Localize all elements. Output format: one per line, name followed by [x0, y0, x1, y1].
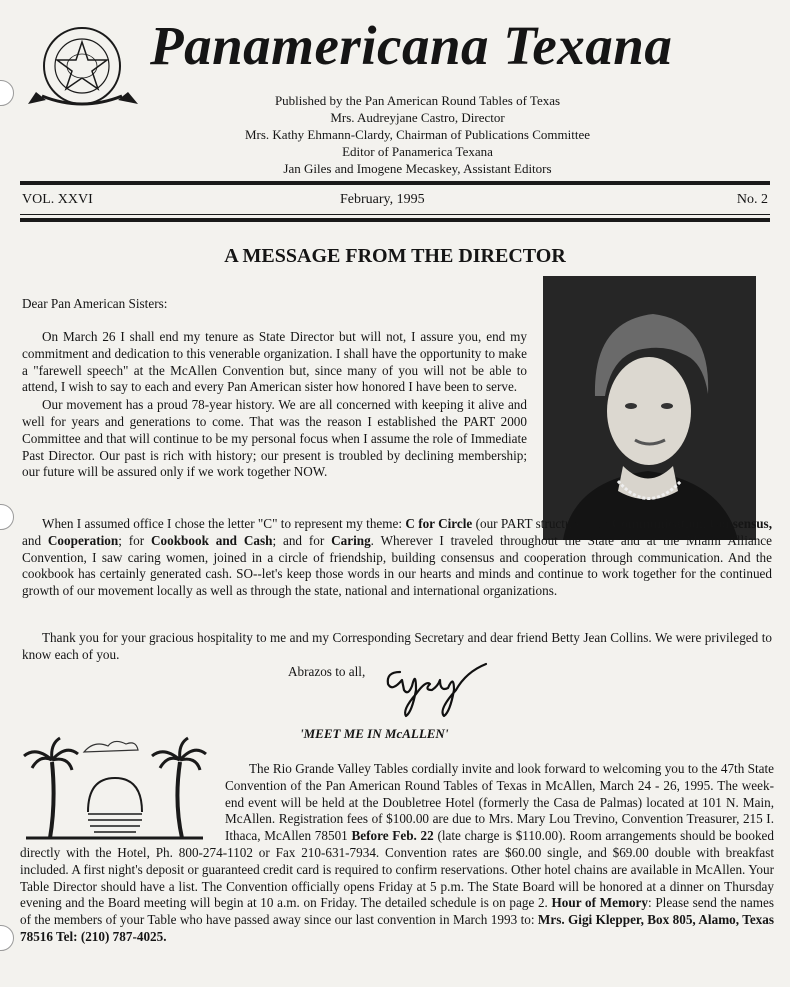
- signature: [382, 650, 492, 725]
- editor-line: Editor of Panamerica Texana: [342, 144, 493, 159]
- clipart-float-spacer: [20, 761, 225, 843]
- convention-paragraph: The Rio Grande Valley Tables cordially invite and look forward to welcoming you to the 47th State Convention of the Pan American Round Tables of Texas in McAllen, March 24 - 26, 1995. The week-end event will be held at the Doubletree Hotel (formerly the Casa de Palmas) located at 101 N. Main, McAllen. Registration fees of $100.00 are due to Mrs. Mary Lou Trevino, Convention Treasurer, 215 I. Ithaca, McAllen 78501 Before Feb. 22 (late charge is $110.00). Room arrangements should be booked directly with the Hotel, Ph. 800-274-1102 or Fax 210-631-7934. Convention rates are $60.00 single, and $69.00 double with breakfast included. A first night's deposit or guaranteed credit card is required to confirm reservations. Other hotel chains are available in McAllen. Your Table Director should have a list. The Convention officially opens Friday at 5 p.m. The State Board will be honored at a dinner on Thursday evening and the Board meeting will begin at 10 a.m. on Friday. The detailed schedule is on page 2. Hour of Memory: Please send the names of the members of your Table who have passed away since our last convention in March 1993 to: Mrs. Gigi Klepper, Box 805, Alamo, Texas 78516 Tel: (210) 787-4025.: [20, 761, 774, 944]
- punch-hole: [0, 80, 14, 106]
- article-title: A MESSAGE FROM THE DIRECTOR: [224, 245, 566, 267]
- director-photo: [543, 276, 756, 540]
- publications-chair-line: Mrs. Kathy Ehmann-Clardy, Chairman of Publications Committee: [244, 127, 591, 142]
- publisher-line: Published by the Pan American Round Tables of Texas: [274, 93, 561, 108]
- top-rule: [20, 181, 770, 185]
- paragraph-theme: When I assumed office I chose the letter "C" to represent my theme: C for Circle (our PART structure); for Communication, Consensus, and Cooperation; for Cookbook and Cash; and for Caring. Wherever I traveled throughout the State and at the Miami Alliance Convention, I saw caring women, joined in a circle of friendship, building consensus and cooperation through communication. And the cookbook has certainly generated cash. SO--let's keep those words in our hearts and minds and continue to work together for the continued growth of our movement locally as well as through the state, national and international organizations.: [22, 516, 773, 599]
- director-line: Mrs. Audreyjane Castro, Director: [330, 110, 505, 125]
- volume-label: VOL. XXVI: [22, 192, 93, 207]
- paragraph-tenure: On March 26 I shall end my tenure as State Director but will not, I assure you, end my commitment and dedication to this venerable organization. I shall have the opportunity to make a "farewell speech" at the McAllen Convention but, since many of you will not be able to attend, I wish to say to each and every Pan American sister how honored I have been to serve.: [22, 329, 527, 395]
- paragraph-history: Our movement has a proud 78-year history. We are all concerned with keeping it alive and well for years and generations to come. That was the reason I established the PART 2000 Committee and that will continue to be my personal focus when I assume the role of Immediate Past Director. Our past is rich with history; our present is troubled by declining membership; our future will be assured only if we work together NOW.: [22, 397, 527, 480]
- bottom-rule: [20, 214, 770, 215]
- round-tables-seal-icon: [22, 22, 144, 110]
- issue-number: No. 2: [736, 192, 768, 207]
- paragraph-thanks: Thank you for your gracious hospitality to me and my Corresponding Secretary and dear friend Betty Jean Collins. We were privileged to know each of you.: [22, 630, 772, 662]
- bottom-rule-thick: [20, 218, 770, 222]
- salutation: Dear Pan American Sisters:: [22, 296, 168, 311]
- masthead-title: Panamericana Texana: [150, 15, 673, 76]
- assistant-editors-line: Jan Giles and Imogene Mecaskey, Assistant Editors: [283, 161, 552, 176]
- punch-hole: [0, 925, 14, 951]
- closing: Abrazos to all,: [288, 664, 366, 679]
- publication-info: [180, 92, 655, 177]
- punch-hole: [0, 504, 14, 530]
- message-paragraphs: [22, 329, 527, 481]
- convention-heading: 'MEET ME IN McALLEN': [300, 726, 449, 741]
- issue-date: February, 1995: [340, 192, 425, 207]
